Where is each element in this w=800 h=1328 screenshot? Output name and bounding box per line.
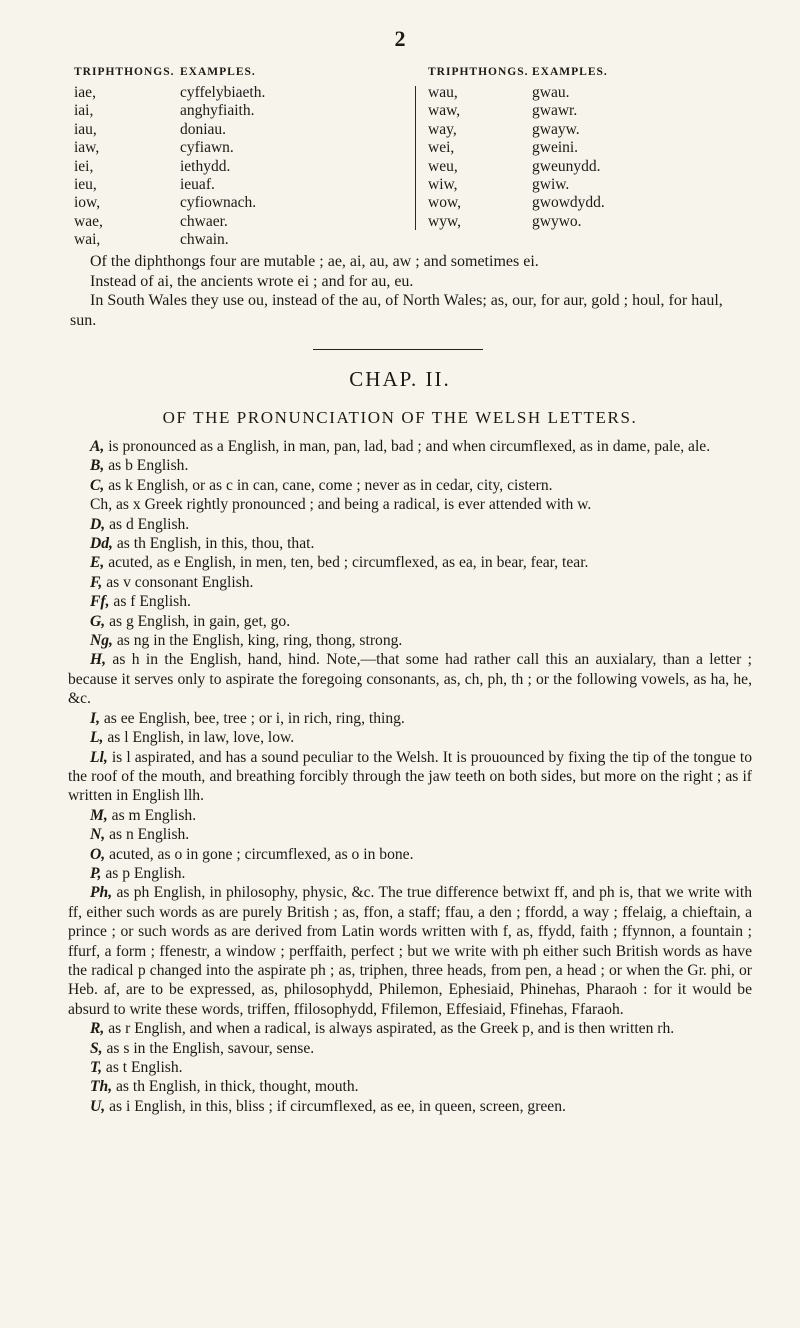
section-rule — [313, 349, 483, 350]
letter-entry — [68, 1077, 752, 1096]
letter-heading: B, — [90, 457, 105, 475]
letter-heading: N, — [90, 826, 106, 844]
letter-entry — [68, 709, 752, 728]
letter-description: as k English, or as c in can, cane, come ; never as in cedar, city, cistern. — [104, 476, 553, 494]
letter-entry — [68, 1097, 752, 1116]
letter-entry — [68, 845, 752, 864]
letter-heading: O, — [90, 845, 106, 863]
letter-entry — [68, 495, 752, 514]
triphthong: iow, — [74, 194, 101, 212]
letter-entry — [68, 864, 752, 883]
letter-heading: H, — [90, 651, 107, 669]
letter-description: as h in the English, hand, hind. Note,—that some had rather call this an auxialary, than a letter ; because it serves only to aspirate the foregoing consonants, as, ch, ph, th ; or the following vowels, as ha, he, &c. — [68, 651, 752, 708]
example: gwayw. — [532, 120, 580, 138]
column-header-examples: EXAMPLES. — [532, 66, 608, 78]
triphthong-table-right — [418, 66, 732, 231]
example: cyfiawn. — [180, 139, 234, 157]
triphthong: iae, — [74, 84, 96, 101]
letter-entry — [68, 1019, 752, 1038]
letter-entry — [68, 806, 752, 825]
letter-heading: L, — [90, 729, 104, 747]
table-header — [418, 66, 732, 84]
triphthong: way, — [428, 120, 457, 138]
letter-description: as v consonant English. — [102, 573, 254, 591]
letter-entry — [68, 515, 752, 534]
letter-entry — [68, 456, 752, 475]
letter-description: as th English, in thick, thought, mouth. — [112, 1078, 359, 1096]
letter-description: as i English, in this, bliss ; if circumflexed, as ee, in queen, screen, green. — [105, 1097, 566, 1115]
letter-description: as n English. — [105, 826, 190, 844]
example: cyfiownach. — [180, 194, 257, 212]
table-row — [418, 194, 732, 212]
example: gweunydd. — [532, 157, 601, 175]
example: gweini. — [532, 139, 579, 157]
table-row — [418, 84, 732, 102]
letter-description: as m English. — [107, 806, 197, 824]
example: gwawr. — [532, 102, 578, 120]
letter-description: as p English. — [101, 864, 186, 882]
triphthong: wei, — [428, 139, 455, 157]
letter-heading: U, — [90, 1097, 106, 1115]
letter-description: as t English. — [102, 1059, 183, 1076]
example: chwaer. — [180, 212, 228, 230]
table-row — [70, 213, 400, 231]
triphthong: wow, — [428, 194, 462, 212]
triphthong: wyw, — [428, 212, 462, 230]
table-row — [70, 176, 400, 194]
letter-entry — [68, 883, 752, 1019]
letter-description: is pronounced as a English, in man, pan, lad, bad ; and when circumflexed, as in dame, pale, ale. — [104, 438, 711, 455]
letter-heading: T, — [90, 1059, 102, 1076]
example: gwiw. — [532, 175, 570, 193]
letter-description: as s in the English, savour, sense. — [102, 1039, 315, 1057]
letter-entry — [68, 650, 752, 708]
letter-heading: G, — [90, 612, 106, 630]
letter-heading: Dd, — [90, 535, 113, 553]
table-row — [70, 139, 400, 157]
page-number: 2 — [394, 26, 406, 51]
table-row — [70, 84, 400, 102]
letter-entry — [68, 728, 752, 747]
letter-description: as d English. — [105, 515, 190, 533]
table-row — [70, 194, 400, 212]
example: iethydd. — [180, 157, 231, 175]
letter-entry — [68, 1058, 752, 1077]
triphthong: wae, — [74, 212, 103, 230]
column-divider — [415, 86, 416, 230]
letter-heading: F, — [90, 573, 103, 591]
letter-entry — [68, 534, 752, 553]
letter-entry — [68, 631, 752, 650]
example: doniau. — [180, 120, 227, 138]
paragraph: Of the diphthongs four are mutable ; ae, ai, au, aw ; and sometimes ei. — [90, 253, 539, 270]
letter-heading: Ff, — [90, 593, 110, 611]
example: chwain. — [180, 231, 229, 249]
letter-heading: M, — [90, 806, 108, 824]
letter-entries — [68, 437, 752, 1116]
letter-entry — [68, 748, 752, 806]
paragraph: In South Wales they use ou, instead of the au, of North Wales; as, our, for aur, gold ; houl, for haul, sun. — [70, 292, 723, 329]
example: gwywo. — [532, 212, 582, 230]
triphthong: ieu, — [74, 175, 97, 193]
letter-heading: Th, — [90, 1078, 113, 1096]
letter-entry — [68, 612, 752, 631]
letter-description: as b English. — [104, 457, 189, 475]
triphthong: iaw, — [74, 139, 100, 157]
letter-entry — [68, 825, 752, 844]
letter-entry — [68, 592, 752, 611]
triphthong-table-left — [70, 66, 400, 250]
chapter-title: OF THE PRONUNCIATION OF THE WELSH LETTERS. — [162, 408, 638, 427]
letter-description: as ee English, bee, tree ; or i, in rich, ring, thing. — [99, 709, 405, 727]
letter-entry — [68, 437, 752, 456]
letter-entry — [68, 553, 752, 572]
column-header-examples: EXAMPLES. — [180, 66, 256, 78]
table-row — [418, 139, 732, 157]
letter-entry — [68, 1039, 752, 1058]
letter-description: as l English, in law, love, low. — [103, 729, 295, 747]
triphthong: iau, — [74, 120, 97, 138]
triphthong: waw, — [428, 102, 461, 120]
letter-entry — [68, 573, 752, 592]
table-header — [70, 66, 400, 84]
table-row — [418, 176, 732, 194]
diphthong-notes — [70, 252, 750, 330]
letter-heading: Ng, — [90, 632, 113, 650]
table-row — [418, 121, 732, 139]
triphthong: wiw, — [428, 175, 458, 193]
table-row — [70, 158, 400, 176]
table-row — [70, 121, 400, 139]
letter-heading: Ph, — [90, 884, 113, 902]
example: ieuaf. — [180, 175, 215, 193]
table-row — [70, 102, 400, 120]
triphthong: wai, — [74, 231, 101, 249]
triphthong: iei, — [74, 157, 94, 175]
letter-description: Ch, as x Greek rightly pronounced ; and being a radical, is ever attended with w. — [90, 496, 592, 514]
letter-description: as ng in the English, king, ring, thong, strong. — [112, 632, 403, 650]
column-header-triphthongs: TRIPHTHONGS. — [428, 66, 529, 78]
table-row — [418, 213, 732, 231]
table-row — [70, 231, 400, 249]
triphthong: iai, — [74, 102, 94, 120]
table-row — [418, 102, 732, 120]
letter-heading: C, — [90, 476, 105, 494]
letter-heading: E, — [90, 554, 105, 572]
letter-heading: A, — [90, 438, 105, 455]
letter-heading: D, — [90, 515, 106, 533]
letter-description: as r English, and when a radical, is always aspirated, as the Greek p, and is then written rh. — [104, 1020, 675, 1038]
letter-description: as th English, in this, thou, that. — [112, 535, 315, 553]
letter-description: as g English, in gain, get, go. — [105, 612, 291, 630]
letter-description: is l aspirated, and has a sound peculiar to the Welsh. It is prouounced by fixing the tip of the tongue to the roof of the mouth, and breathing forcibly through the jaw teeth on both sides, but more on the right ; as if written in English llh. — [68, 748, 752, 805]
example: anghyfiaith. — [180, 102, 255, 120]
letter-entry — [68, 476, 752, 495]
letter-description: as ph English, in philosophy, physic, &c. The true difference betwixt ff, and ph is, that we write with ff, either such words as are purely British ; as, ffon, a staff; ffau, a den ; ffordd, a way ; ffelaig, a chieftain, a prince ; or such words as are derived from Latin words written with f, as, ffydd, faith ; ffynnon, a fountain ; ffurf, a form ; ffenestr, a window ; perffaith, perfect ; but we write with ph either such British words as have the radical p changed into the aspirate ph ; as, triphen, three heads, from pen, a head ; or when the Gr. phi, or Heb. af, are to be expressed, as, philosophydd, Philemon, Ephesiaid, Phinehas, Pharaoh : for it would be absurd to write these words, triffen, ffilosophydd, Ffilemon, Effesiaid, Ffinehas, Ffaraoh. — [68, 884, 752, 1018]
letter-description: acuted, as e English, in men, ten, bed ; circumflexed, as ea, in bear, fear, tear. — [104, 554, 589, 572]
letter-heading: R, — [90, 1020, 105, 1038]
letter-description: as f English. — [109, 593, 191, 611]
example: gwowdydd. — [532, 194, 605, 212]
letter-heading: S, — [90, 1039, 103, 1057]
column-header-triphthongs: TRIPHTHONGS. — [74, 66, 175, 78]
triphthong: weu, — [428, 157, 458, 175]
letter-heading: I, — [90, 709, 100, 727]
example: gwau. — [532, 84, 570, 101]
letter-description: acuted, as o in gone ; circumflexed, as o in bone. — [105, 845, 414, 863]
example: cyffelybiaeth. — [180, 84, 266, 101]
chapter-label: CHAP. II. — [349, 367, 451, 391]
paragraph: Instead of ai, the ancients wrote ei ; and for au, eu. — [90, 272, 414, 290]
letter-heading: P, — [90, 864, 102, 882]
letter-heading: Ll, — [90, 748, 108, 766]
triphthong: wau, — [428, 84, 458, 101]
table-row — [418, 158, 732, 176]
